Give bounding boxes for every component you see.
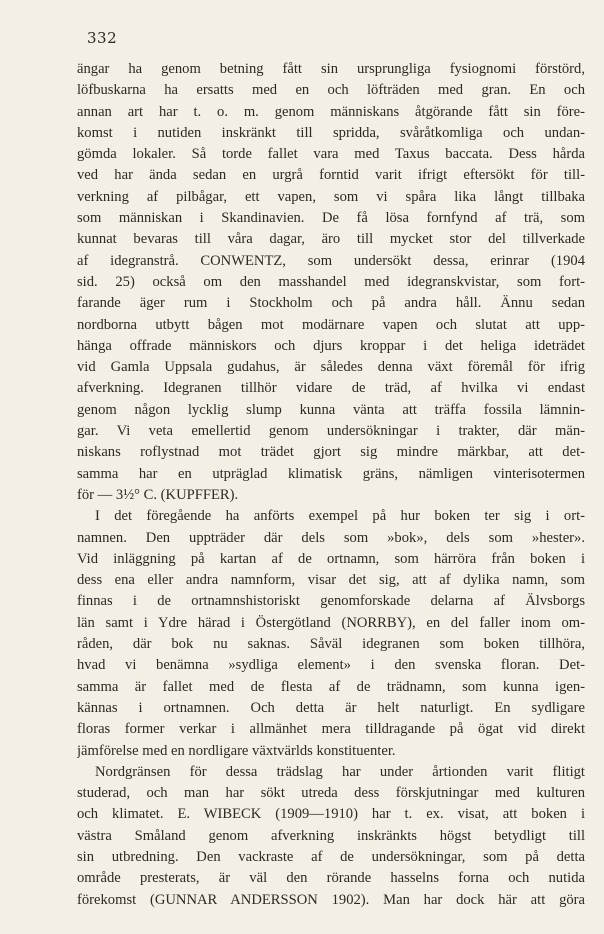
text-line: ängar ha genom betning fått sin ursprungliga fysiognomi förstörd, xyxy=(77,61,585,77)
text-line: råden, där bok nu saknas. Såväl idegranen som boken tillhöra, xyxy=(77,636,585,653)
text-line: gar. Vi veta emellertid genom undersökningar i trakter, där män- xyxy=(77,423,585,440)
body-text xyxy=(77,59,585,911)
text-line: sin utbredning. Den vackraste af de undersökningar, som på detta xyxy=(77,848,585,865)
text-line: dess ena eller andra namnform, visar det sig, att af dylika namn, som xyxy=(77,572,585,589)
text-line: gömda lokaler. Så torde fallet vara med Taxus baccata. Dess hårda xyxy=(77,146,585,163)
text-line: finnas i de ortnamnshistoriskt genomforskade delarna af Älvsborgs xyxy=(77,593,585,610)
text-line: namnen. Den uppträder där dels som »bok», dels som »hester». xyxy=(77,529,585,546)
text-line: af idegranstrå. CONWENTZ, som undersökt dessa, erinrar (1904 xyxy=(77,252,585,269)
text-line: verkning af pilbågar, ett vapen, som vi spåra lika långt tillbaka xyxy=(77,188,585,205)
text-line: kännas i ortnamnen. Och detta är helt naturligt. En sydligare xyxy=(77,699,585,716)
text-line: komst i nutiden inskränkt till spridda, svåråtkomliga och undan- xyxy=(77,124,585,141)
text-line: samma har en utpräglad klimatisk gräns, nämligen vinterisotermen xyxy=(77,465,585,482)
text-line: nordborna utbytt bågen mot modärnare vapen och slutat att upp- xyxy=(77,316,585,333)
text-line: sid. 25) också om den masshandel med idegranskvistar, som fort- xyxy=(77,273,585,290)
text-line: löfbuskarna ha ersatts med en och löfträden med gran. En och xyxy=(77,82,585,99)
text-line: farande äger rum i Stockholm och på andra håll. Ännu sedan xyxy=(77,295,585,312)
text-line: I det föregående ha anförts exempel på hur boken ter sig i ort- xyxy=(95,508,585,525)
text-line: område presterats, är väl den rörande hasselns forna och nutida xyxy=(77,870,585,887)
text-line: ved har ända sedan en urgrå forntid varit ifrigt eftersökt för till- xyxy=(77,167,585,184)
text-line: för — 3½° C. (KUPFFER). xyxy=(77,486,239,503)
text-line: jämförelse med en nordligare växtvärlds konstituenter. xyxy=(77,742,396,759)
text-line: västra Småland genom afverkning inskränkts högst betydligt till xyxy=(77,827,585,844)
text-line: Vid inläggning på kartan af de ortnamn, som härröra från boken i xyxy=(77,550,585,567)
text-line: hvad vi benämna »sydliga element» i den svenska floran. Det- xyxy=(77,657,585,674)
page-number: 332 xyxy=(87,29,118,47)
text-line: Nordgränsen för dessa trädslag har under årtionden varit flitigt xyxy=(95,763,585,780)
text-line: niskans roflystnad mot trädet gjort sig mindre märkbar, att det- xyxy=(77,444,585,461)
text-line: samma är fallet med de flesta af de trädnamn, som kunna igen- xyxy=(77,678,585,695)
text-line: och klimatet. E. WIBECK (1909—1910) har t. ex. visat, att boken i xyxy=(77,806,585,823)
text-line: annan art har t. o. m. genom människans åtgörande fått sin före- xyxy=(77,103,585,120)
text-line: län samt i Ydre härad i Östergötland (NORRBY), en del faller inom om- xyxy=(77,614,585,631)
text-line: genom någon lycklig slump kunna vänta att träffa fossila lämnin- xyxy=(77,401,585,418)
text-line: kunnat bevaras till våra dagar, äro till mycket stor del tillverkade xyxy=(77,231,585,248)
text-line: afverkning. Idegranen tillhör vidare de träd, af hvilka vi endast xyxy=(77,380,585,397)
text-line: vid Gamla Uppsala gudahus, är således denna växt föremål för ifrig xyxy=(77,359,585,376)
text-line: förekomst (GUNNAR ANDERSSON 1902). Man har dock här att göra xyxy=(77,891,585,908)
text-line: hänga offrade människors och djurs kroppar i det heliga ideträdet xyxy=(77,337,585,354)
text-line: studerad, och man har sökt utreda dess förskjutningar med kulturen xyxy=(77,785,585,802)
text-line: floras former verkar i allmänhet mera tilldragande på ögat vid direkt xyxy=(77,721,585,738)
text-line: som människan i Skandinavien. De få lösa fornfynd af trä, som xyxy=(77,210,585,227)
